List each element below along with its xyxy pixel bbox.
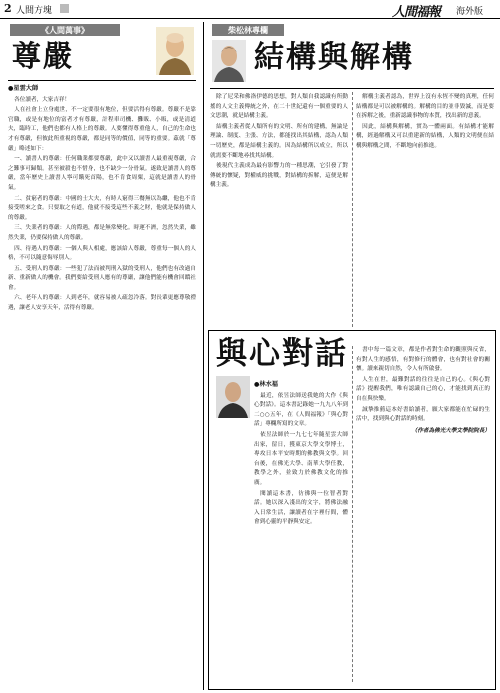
paragraph: 一、讀書人的尊嚴：任何職業都要尊嚴，此中又以讀書人最重視尊嚴，合之難事可歸類。甚至被殺也不惜身，也不缺少一分骨氣。遂致是讀書人的尊嚴，當年歷史上讀書人寧可餓死首陽，也不肯食周粟，這就是讀書人的骨氣。 [8,156,196,191]
paragraph: 二、貧窮者的尊嚴：中國的士大夫，有時人窮得三餐無以為繼，他也不肯接受嗟來之食。只要取之有道，他就不接受這些不義之財，他就是保持做人的尊嚴。 [8,195,196,221]
newspaper-logo: 人間福報 [392,5,441,20]
paragraph: 依昱法師於一九七七年隨星雲大師出家，留日，獲東京大學文學博士，專攻日本平安時期的佛教與文學。回台後，在佛光大學、南華大學任教，教學之外，並致力於佛教文化的推廣。 [254,431,348,486]
section-name: 人間方塊 [16,6,53,16]
edition-label: 海外版 [456,7,484,17]
paragraph: 五、受刑人的尊嚴：一些犯了法而被判刑入獄的受刑人，他們也有改過自新、重新做人的機會。我們要給受刑人應有的尊嚴，讓他們能有機會回饋社會。 [8,265,196,291]
column-divider [203,22,204,690]
author-photo-left [156,27,194,75]
paragraph: 四、待遇人的尊嚴：一個人與人相處，應該給人尊嚴，尊重每一個人的人格，不可以隨意侮辱別人。 [8,245,196,262]
paragraph: 閱讀這本書，彷彿與一位智者對話。她以深入淺出的文字，將佛法融入日常生活，讓讀者在字裡行間，體會到心靈的平靜與安定。 [254,490,348,526]
paragraph: 解構主義者認為，世界上沒有永恆不變的真理，任何結構都是可以被解構的。解構的目的並非毀滅，而是要在拆解之後，重新認識事物的本質，找出新的意義。 [356,94,494,120]
paragraph: 六、老年人的尊嚴：人到老年，就容易被人疏忽冷落。對長輩更應尊敬禮遇，讓老人安享天年，活得有尊嚴。 [8,295,196,312]
column-divider [352,92,353,327]
section-marker-icon [60,4,69,13]
author-photo-bottom [216,376,250,418]
article-body-structure-col2 [356,93,494,323]
paragraph: 誠摯推薦這本好書給讀者，願大家都能在忙碌的生活中，找到與心對話的時刻。 [356,406,490,423]
author-byline-bottom: ●林水福 [254,381,278,388]
paragraph: 人生在世，最難對話的往往是自己的心。《與心對話》提醒我們，唯有認識自己的心，才能找到真正的自在與快樂。 [356,376,490,402]
left-title-rule [8,80,196,81]
paragraph: 人在社會上立身處世，不一定要很有地位，但要活得有尊嚴。尊嚴不是靠官職，或是有地位的富者才有尊嚴，計程車司機、攤販、小販，或是清道夫，臨時工，他們也都有人格上的尊嚴。人要懂得尊重他人，自己的生命也才有尊嚴，但彼此所重視的尊嚴，都是同等的價值，同等的重要。茲就「尊嚴」略述如下： [8,107,196,152]
column-divider [352,346,353,682]
author-note: （作者為佛光大學文學院院長） [411,427,490,434]
right-title-rule [210,88,494,89]
paragraph: 三、失業者的尊嚴：人的際遇，都是無常變化。時運不濟，忽然失業，雖然失業，仍要保持做人的尊嚴。 [8,225,196,241]
paragraph: 除了尼采和佛洛伊德的思想，對人類自我認識有所動搖的人文主義傳統之外，在二十世紀還有一個重要的人文思潮，就是結構主義。 [210,94,348,120]
article-body-dignity [8,84,196,684]
column-banner-left: 《人間萬事》 [10,24,120,36]
paragraph: 結構主義者從人類所有的文明、所有的建構，無論是理論、制度、主張、方法，都能找出其結構，認為人類一切歷史，都是結構主義的。因為結構所以成立，所以就需要不斷地尋找其結構。 [210,123,348,159]
article-body-structure-col1 [210,93,348,323]
paragraph: 因此，結構與解構，實為一體兩面。有結構才能解構，經過解構又可以重建新的結構，人類的文明便在結構與解構之間，不斷地向前推進。 [356,123,494,149]
column-banner-right: 柴松林專欄 [212,24,284,36]
paragraph: 各位讀者，大家吉祥！ [14,96,71,103]
article-body-dialogue-col2 [356,346,490,682]
author-photo-right [212,40,246,82]
paragraph: 書中每一篇文章，都是作者對生命的觀照與反省，有對人生的感悟，有對修行的體會，也有對社會的關懷。讀來親切自然，令人有所啟發。 [356,347,490,373]
article-body-dialogue-col1 [254,380,348,682]
article-title-dignity: 尊嚴 [12,39,75,73]
paragraph: 後現代主義成為最有影響力的一種思潮，它引發了對傳統的懷疑，對權威的挑戰，對結構的拆解，這便是解構主義。 [210,163,348,189]
paragraph: 最近，依昱法師送我她的大作《與心對話》。這本書記錄她一九九八年到二○○五年，在《人間福報》「與心對話」專欄所寫的文章。 [254,392,348,428]
page-header [0,0,500,19]
page-number: 2 [4,2,12,15]
article-title-dialogue: 與心對話 [216,336,348,372]
author-byline-left: ●星雲大師 [8,85,39,92]
article-title-structure: 結構與解構 [254,40,414,75]
